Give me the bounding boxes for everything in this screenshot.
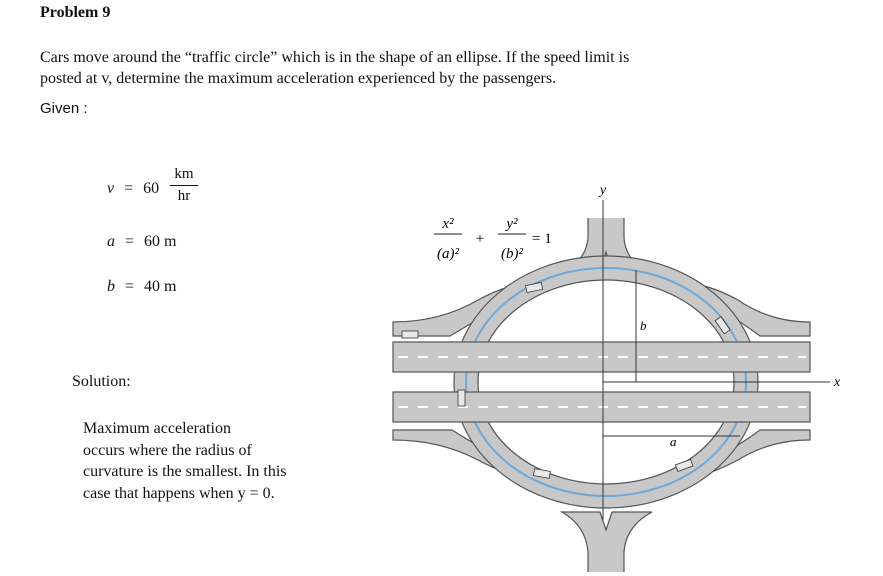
solution-line-2: occurs where the radius of: [83, 441, 252, 459]
car-icon: [402, 331, 418, 338]
given-a-equals: =: [125, 233, 135, 250]
given-label: Given :: [40, 100, 88, 117]
y-axis-label: y: [599, 183, 607, 198]
dim-b-label: b: [640, 318, 647, 333]
statement-line-1: Cars move around the “traffic circle” which is in the shape of an ellipse. If the speed limit is: [40, 49, 630, 66]
car-icon: [458, 390, 465, 406]
x-axis-label: x: [834, 375, 841, 390]
given-v-symbol: v: [107, 180, 115, 197]
given-a-symbol: a: [107, 233, 115, 250]
problem-title: Problem 9: [40, 4, 111, 21]
given-b-symbol: b: [107, 278, 115, 295]
solution-line-4: case that happens when y = 0.: [83, 484, 275, 502]
solution-label: Solution:: [72, 373, 131, 390]
given-b-unit: m: [164, 278, 177, 295]
eq-x-numerator: x²: [442, 216, 454, 232]
solution-line-1: Maximum acceleration: [83, 420, 231, 437]
eq-y-denominator: (b)²: [501, 246, 523, 262]
eq-rhs: = 1: [532, 231, 552, 247]
ellipse-equation: [434, 216, 552, 262]
given-b-equals: =: [125, 278, 135, 295]
given-b-value: 40: [144, 278, 161, 295]
bottom-road: [562, 512, 652, 572]
eq-x-denominator: (a)²: [437, 246, 459, 262]
dim-a-label: a: [670, 434, 677, 449]
given-v-equals: =: [124, 180, 134, 197]
eq-plus: +: [475, 231, 485, 247]
given-v-unit-den: hr: [177, 188, 191, 204]
given-a-value: 60: [144, 233, 161, 250]
given-v-unit-num: km: [174, 166, 194, 182]
given-a-unit: m: [164, 233, 177, 250]
solution-line-3: curvature is the smallest. In this: [83, 463, 287, 480]
eq-y-numerator: y²: [506, 216, 518, 232]
given-v-value: 60: [143, 180, 160, 197]
statement-line-2: posted at v, determine the maximum acceleration experienced by the passengers.: [40, 70, 557, 87]
